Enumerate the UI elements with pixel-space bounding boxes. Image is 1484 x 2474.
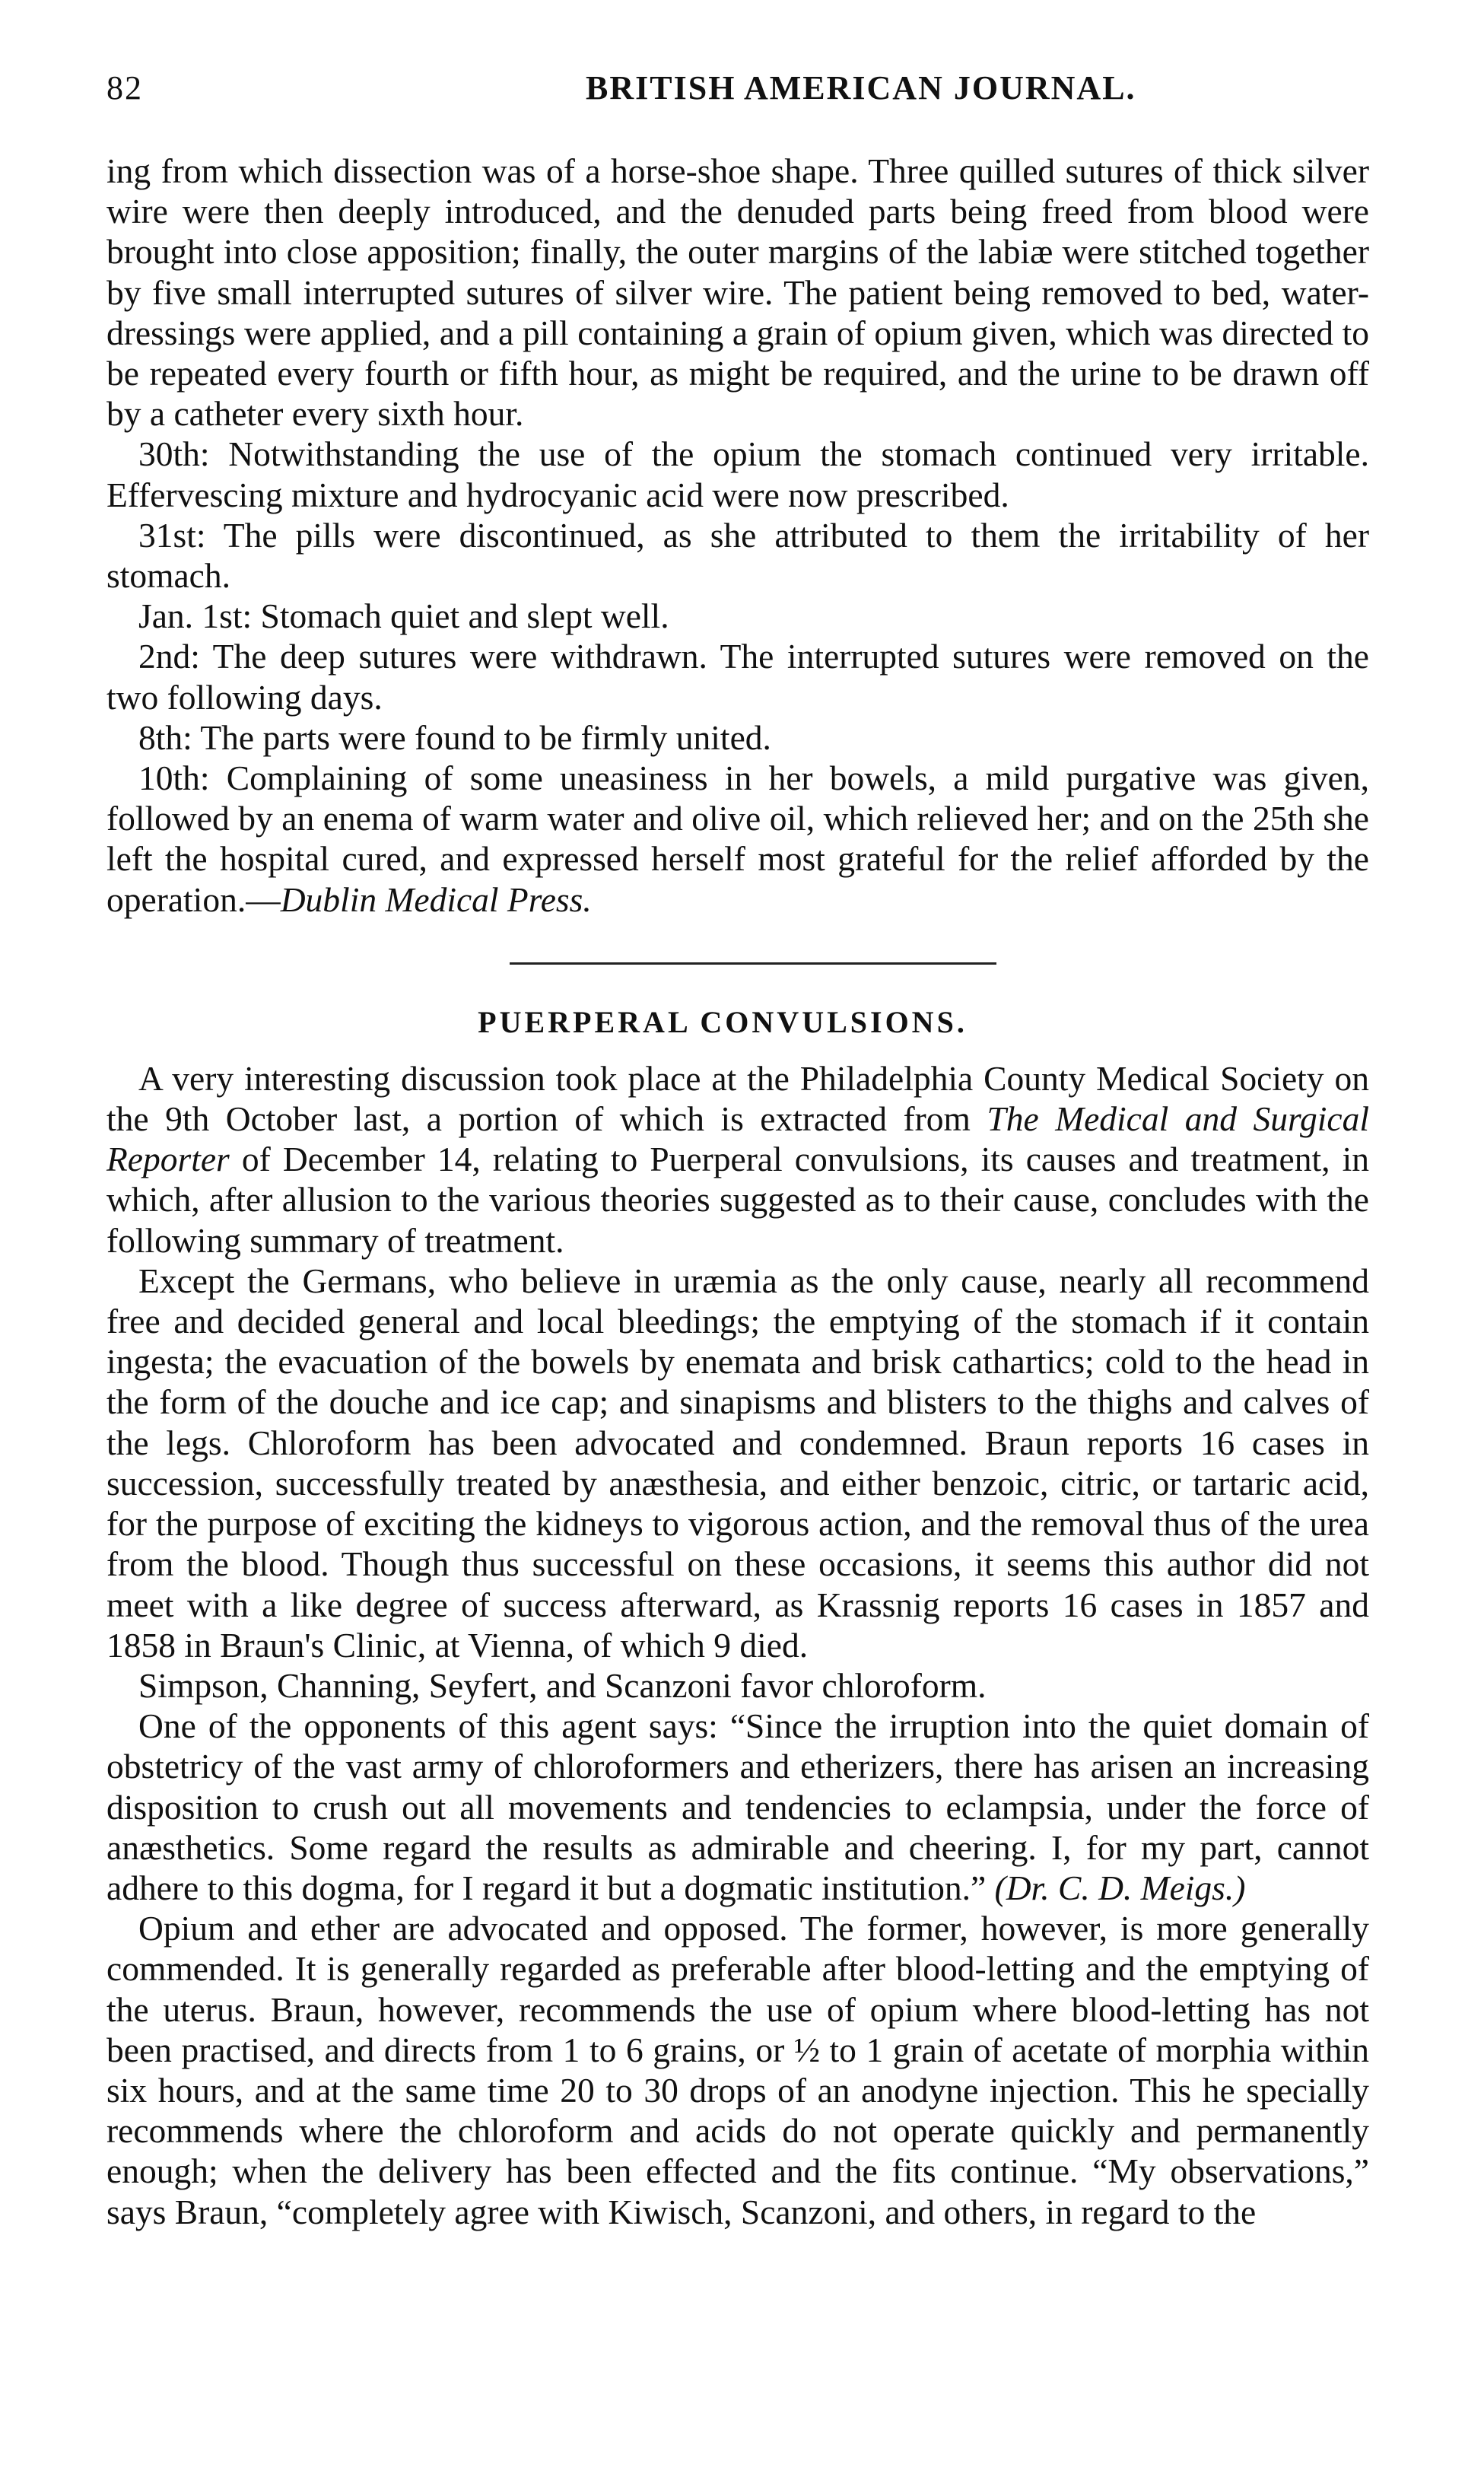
entry-text: Stomach quiet and slept well. <box>260 596 669 636</box>
journal-name: The Medical and Surgical Reporter <box>106 1099 1369 1179</box>
quote-paragraph <box>106 1706 1369 1908</box>
quote-text: One of the opponents of this agent says: “Since the irruption into the quiet domain of obstetricy of the vast army of chloroformers and etherizers, there has arisen an increasing disposition to crush out all movements and tendencies to eclampsia, under the force of anæsthetics. Some regard the results as admirable and cheering. I, for my part, cannot adhere to this dogma, for I regard it but a dogmatic institution.” <box>106 1706 1369 1907</box>
article-paragraph: Opium and ether are advocated and opposed. The former, however, is more generally commended. It is generally regarded as preferable after blood-letting and the emptying of the uterus. Braun, however, recommends the use of opium where blood-letting has not been practised, and directs from 1 to 6 grains, or ½ to 1 grain of acetate of morphia within six hours, and at the same time 20 to 30 drops of an anodyne injection. This he specially recommends where the chloroform and acids do not operate quickly and permanently enough; when the delivery has been effected and the fits continue. “My observations,” says Braun, “completely agree with Kiwisch, Scanzoni, and others, in regard to the <box>106 1909 1369 2231</box>
entry-date: Jan. 1st: <box>138 596 253 636</box>
article-intro <box>106 1058 1369 1261</box>
journal-page <box>106 68 1369 2232</box>
entry-text: The pills were discontinued, as she attributed to them the irritability of her stomach. <box>106 515 1369 596</box>
quote-citation: (Dr. C. D. Meigs.) <box>994 1868 1246 1907</box>
entry-date: 10th: <box>138 758 210 798</box>
intro-text: of December 14, relating to Puerperal convulsions, its causes and treatment, in which, after allusion to the various theories suggested as to their cause, concludes with the following summary of treatment. <box>106 1140 1369 1260</box>
source-citation: Dublin Medical Press. <box>280 879 592 919</box>
section-divider <box>510 962 996 965</box>
page-header <box>106 68 1369 122</box>
entry-text: Notwithstanding the use of the opium the stomach continued very irritable. Effervescing mixture and hydrocyanic acid were now prescribed. <box>106 434 1369 514</box>
entry-date: 30th: <box>138 434 210 474</box>
entry-date: 2nd: <box>138 637 200 676</box>
case-entry <box>106 717 1369 758</box>
article-paragraph: Simpson, Channing, Seyfert, and Scanzoni favor chloroform. <box>138 1665 987 1705</box>
entry-text: The parts were found to be firmly united. <box>200 717 771 757</box>
case-entry <box>106 758 1369 920</box>
case-entry <box>106 596 1369 636</box>
page-number: 82 <box>106 69 143 107</box>
case-entry <box>106 636 1369 717</box>
case-entry <box>106 515 1369 596</box>
case-entry <box>106 434 1369 514</box>
article-paragraph: Except the Germans, who believe in uræmia as the only cause, nearly all recommend free and decided general and local bleedings; the emptying of the stomach if it contain ingesta; the evacuation of the bowels by enemata and brisk cathartics; cold to the head in the form of the douche and ice cap; and sinapisms and blisters to the thighs and calves of the legs. Chloroform has been advocated and condemned. Braun reports 16 cases in succession, successfully treated by anæsthesia, and either benzoic, citric, or tartaric acid, for the purpose of exciting the kidneys to vigorous action, and the removal thus of the urea from the blood. Though thus successful on these occasions, it seems this author did not meet with a like degree of success afterward, as Krassnig reports 16 cases in 1857 and 1858 in Braun's Clinic, at Vienna, of which 9 died. <box>106 1261 1369 1665</box>
running-title: BRITISH AMERICAN JOURNAL. <box>586 69 1136 107</box>
page-body <box>106 151 1369 2232</box>
entry-text: Complaining of some uneasiness in her bowels, a mild purgative was given, followed by an enema of warm water and olive oil, which relieved her; and on the 25th she left the hospital cured, and expressed herself most grateful for the relief afforded by the operation.— <box>106 758 1370 919</box>
entry-text: The deep sutures were withdrawn. The interrupted sutures were removed on the two following days. <box>106 637 1369 717</box>
entry-date: 31st: <box>138 515 206 555</box>
case-report-paragraph: ing from which dissection was of a horse-shoe shape. Three quilled sutures of thick silver wire were then deeply introduced, and the denuded parts being freed from blood were brought into close apposition; finally, the outer margins of the labiæ were stitched together by five small interrupted sutures of silver wire. The patient being removed to bed, water-dressings were applied, and a pill containing a grain of opium given, which was directed to be repeated every fourth or fifth hour, as might be required, and the urine to be drawn off by a catheter every sixth hour. <box>106 151 1369 434</box>
entry-date: 8th: <box>138 717 192 757</box>
intro-text: A very interesting discussion took place at the Philadelphia County Medical Society on the 9th October last, a portion of which is extracted from <box>106 1058 1369 1139</box>
article-title: PUERPERAL CONVULSIONS. <box>478 1004 968 1039</box>
